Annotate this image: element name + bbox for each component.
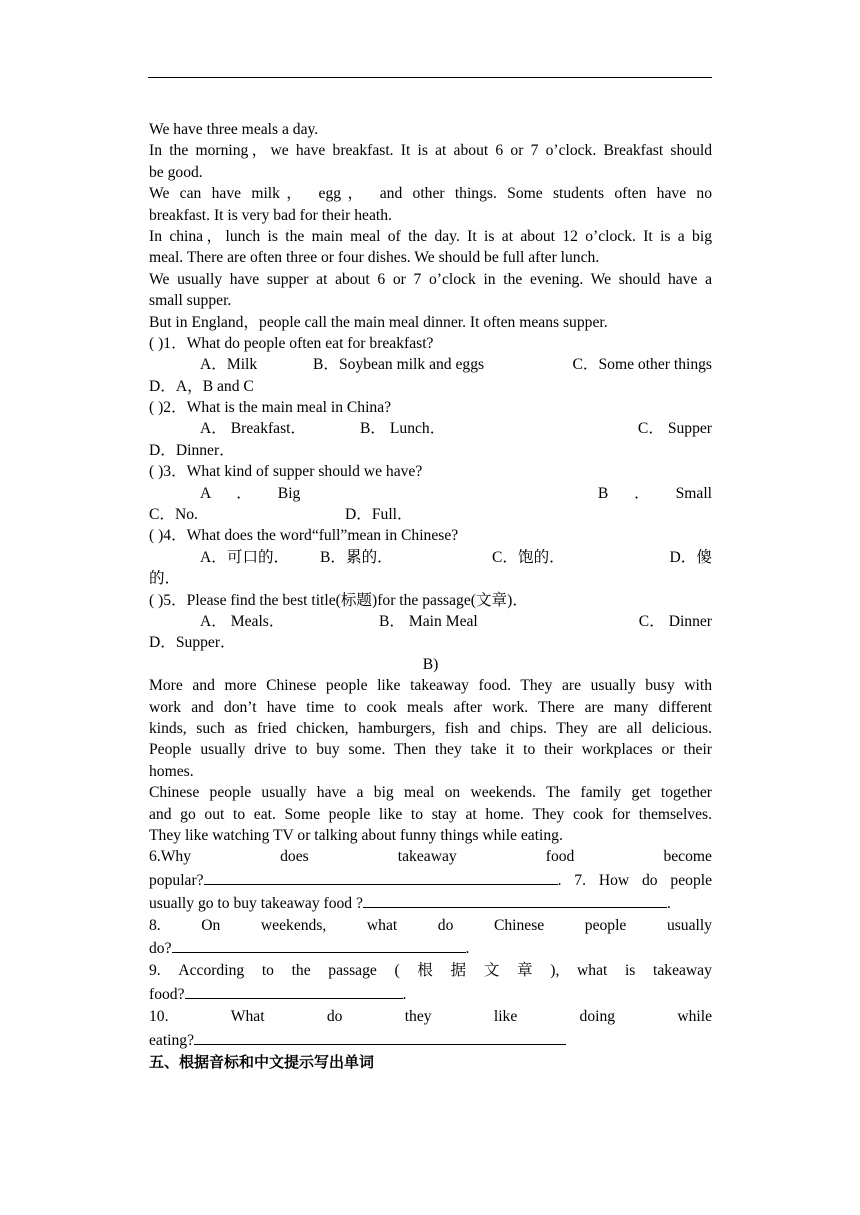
q8-tail: do? — [149, 940, 172, 958]
passage-a-line: We can have milk， egg， and other things. Some students often have no — [149, 185, 712, 203]
question-6-line2 — [149, 869, 712, 892]
q6-answer-blank[interactable] — [204, 869, 558, 885]
passage-b-line: More and more Chinese people like takeaway food. They are usually busy with — [149, 677, 712, 695]
q8-word: Chinese — [493, 916, 545, 934]
q9-word: passage — [328, 962, 377, 980]
option-c: C．No. — [149, 506, 198, 524]
q9-word: is — [624, 962, 636, 980]
option-d: D．傻 — [669, 548, 712, 566]
q9-period: . — [402, 986, 407, 1004]
passage-b-line: People usually drive to buy some. Then they take it to their workplaces or their — [149, 741, 712, 759]
passage-b-line: and go out to eat. Some people like to stay at home. They cook for themselves. — [149, 805, 712, 823]
question-3-stem: ( )3．What kind of supper should we have? — [149, 463, 423, 481]
option-d: D．A，B and C — [149, 377, 254, 395]
q6-word: takeaway — [397, 848, 457, 866]
question-3-options — [149, 483, 712, 504]
header-rule — [148, 77, 712, 78]
q9-word: ), — [550, 962, 560, 980]
question-6-line1 — [149, 846, 712, 869]
q6-word: 6.Why — [149, 848, 192, 866]
q9-answer-blank[interactable] — [185, 983, 403, 999]
q9-word: to — [261, 962, 274, 980]
option-b: B．Soybean milk and eggs — [313, 356, 485, 374]
passage-a-line: be good. — [149, 163, 203, 181]
q8-word: what — [366, 916, 398, 934]
question-2-stem: ( )2．What is the main meal in China? — [149, 399, 392, 417]
q6-word: does — [280, 848, 309, 866]
option-a: A．Milk — [200, 356, 258, 374]
option-a: A．可口的． — [200, 548, 290, 566]
q10-word: doing — [579, 1007, 616, 1025]
q7-tail: usually go to buy takeaway food ? — [149, 894, 363, 912]
q9-word: takeaway — [653, 962, 712, 980]
option-c: C．Some other things — [572, 356, 712, 374]
option-d: D．Supper． — [149, 634, 236, 652]
question-10-line2 — [149, 1029, 712, 1052]
q8-word: usually — [666, 916, 712, 934]
passage-a-line: But in England，people call the main meal dinner. It often means supper. — [149, 313, 608, 331]
option-a: A ． Big — [200, 484, 301, 502]
passage-b-line: homes. — [149, 762, 194, 780]
q9-word: According — [178, 962, 245, 980]
q9-word: 章 — [517, 962, 533, 980]
question-5-stem: ( )5．Please find the best title(标题)for the passage(文章)． — [149, 591, 528, 609]
question-3-tail — [149, 504, 712, 525]
passage-b-line: kinds, such as fried chicken, hamburgers, fish and chips. They are all delicious. — [149, 719, 712, 737]
passage-b-line: Chinese people usually have a big meal on weekends. The family get together — [149, 784, 712, 802]
q9-word: ( — [394, 962, 400, 980]
section-five-heading: 五、根据音标和中文提示写出单词 — [149, 1053, 375, 1072]
question-10-line1 — [149, 1006, 712, 1029]
passage-a-line: In china，lunch is the main meal of the day. It is at about 12 o’clock. It is a big — [149, 227, 712, 245]
question-9-line1 — [149, 960, 712, 983]
q9-word: 文 — [483, 962, 500, 980]
q7-answer-blank[interactable] — [363, 892, 667, 908]
q10-answer-blank[interactable] — [194, 1029, 566, 1045]
question-4-stem: ( )4．What does the word“full”mean in Chinese? — [149, 527, 459, 545]
q6-word: become — [663, 848, 712, 866]
question-2-options — [149, 418, 712, 439]
option-a: A． Meals． — [200, 612, 285, 630]
option-d: D．Full． — [345, 506, 413, 524]
q8-word: 8. — [149, 916, 161, 934]
passage-a-line: We usually have supper at about 6 or 7 o’clock in the evening. We should have a — [149, 270, 712, 288]
option-c: C． Dinner — [638, 612, 712, 630]
passage-a-line: In the morning，we have breakfast. It is at about 6 or 7 o’clock. Breakfast should — [149, 142, 712, 160]
q8-period: . — [465, 940, 470, 958]
passage-a-line: breakfast. It is very bad for their heath. — [149, 206, 392, 224]
passage-b-line: work and don’t have time to cook meals after work. There are many different — [149, 698, 712, 716]
q7-period: . — [666, 894, 671, 912]
question-9-line2 — [149, 983, 712, 1006]
q10-word: do — [326, 1007, 343, 1025]
document-body — [149, 119, 712, 1074]
q8-word: weekends, — [260, 916, 327, 934]
short-answer-questions — [149, 846, 712, 1074]
question-8-line1 — [149, 915, 712, 938]
question-1-options — [149, 354, 712, 375]
q10-word: What — [230, 1007, 265, 1025]
passage-a-line: We have three meals a day. — [149, 121, 319, 138]
q8-word: On — [201, 916, 221, 934]
q10-tail: eating? — [149, 1031, 195, 1049]
q9-word: 据 — [450, 962, 467, 980]
option-c: C．饱的． — [492, 548, 565, 566]
q10-word: 10. — [149, 1007, 169, 1025]
option-a: A． Breakfast． — [200, 420, 307, 438]
passage-b — [149, 675, 712, 846]
q7-inline: . 7. How do people — [557, 872, 712, 890]
section-b-label: B) — [422, 655, 439, 673]
question-4-options — [149, 547, 712, 568]
q6-word: food — [545, 848, 575, 866]
q9-word: what — [577, 962, 608, 980]
passage-b-line: They like watching TV or talking about funny things while eating. — [149, 826, 563, 844]
option-b: B． Lunch． — [360, 420, 446, 438]
q9-word: the — [291, 962, 311, 980]
passage-a — [149, 119, 712, 333]
question-7-line2 — [149, 892, 712, 915]
option-b: B． Main Meal — [379, 612, 478, 630]
question-5-options — [149, 611, 712, 632]
passage-a-line: meal. There are often three or four dishes. We should be full after lunch. — [149, 249, 600, 267]
option-b: B ． Small — [597, 484, 712, 502]
q9-word: 9. — [149, 962, 161, 980]
q8-word: do — [437, 916, 454, 934]
q6-tail: popular? — [149, 872, 204, 890]
option-d-continued: 的． — [149, 570, 181, 588]
option-d: D．Dinner． — [149, 441, 235, 459]
passage-a-line: small supper. — [149, 292, 232, 310]
option-c: C． Supper — [637, 420, 712, 438]
q8-answer-blank[interactable] — [172, 937, 466, 953]
option-b: B．累的． — [320, 548, 393, 566]
q9-tail: food? — [149, 986, 185, 1004]
q9-word: 根 — [417, 962, 433, 980]
q8-word: people — [584, 916, 627, 934]
q10-word: like — [493, 1007, 518, 1025]
question-1-stem: ( )1．What do people often eat for breakfast? — [149, 334, 434, 352]
q10-word: they — [404, 1007, 432, 1025]
question-8-line2 — [149, 937, 712, 960]
q10-word: while — [677, 1007, 712, 1025]
